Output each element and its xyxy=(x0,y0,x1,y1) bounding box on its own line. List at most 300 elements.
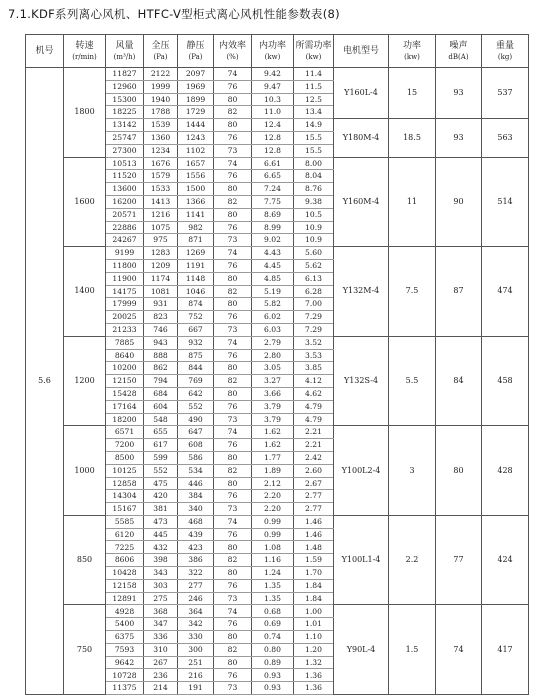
column-header-label: 机号 xyxy=(35,45,54,56)
data-cell: 76 xyxy=(214,490,252,503)
data-cell: 22886 xyxy=(106,221,144,234)
data-cell: 7225 xyxy=(106,541,144,554)
motor-model-cell: Y132M-4 xyxy=(334,247,389,337)
data-cell: 1500 xyxy=(178,183,214,196)
data-cell: 251 xyxy=(178,656,214,669)
data-cell: 931 xyxy=(144,298,178,311)
performance-table xyxy=(25,34,529,695)
data-cell: 12.8 xyxy=(252,144,294,157)
data-cell: 73 xyxy=(214,144,252,157)
data-cell: 12858 xyxy=(106,477,144,490)
speed-cell: 1200 xyxy=(64,336,106,426)
column-header-label: 风量 xyxy=(115,40,134,51)
column-header-unit: (m³/h) xyxy=(113,52,136,61)
data-cell: 439 xyxy=(178,528,214,541)
data-cell: 18225 xyxy=(106,106,144,119)
data-cell: 15.5 xyxy=(294,131,334,144)
data-cell: 12891 xyxy=(106,592,144,605)
data-cell: 4.79 xyxy=(294,413,334,426)
data-cell: 236 xyxy=(144,669,178,682)
data-cell: 14175 xyxy=(106,285,144,298)
column-header-label: 重量 xyxy=(495,40,514,51)
data-cell: 82 xyxy=(214,195,252,208)
column-header-unit: dB(A) xyxy=(448,52,469,61)
data-cell: 76 xyxy=(214,669,252,682)
data-cell: 13600 xyxy=(106,183,144,196)
data-cell: 1.62 xyxy=(252,439,294,452)
data-cell: 310 xyxy=(144,643,178,656)
data-cell: 5585 xyxy=(106,515,144,528)
data-cell: 15.5 xyxy=(294,144,334,157)
data-cell: 368 xyxy=(144,605,178,618)
motor-model-cell: Y160M-4 xyxy=(334,157,389,247)
speed-cell: 1800 xyxy=(64,68,106,158)
data-cell: 1788 xyxy=(144,106,178,119)
data-cell: 3.79 xyxy=(252,400,294,413)
data-cell: 13.4 xyxy=(294,106,334,119)
data-cell: 0.80 xyxy=(252,643,294,656)
data-cell: 7885 xyxy=(106,336,144,349)
data-cell: 7.24 xyxy=(252,183,294,196)
motor-power-cell: 5.5 xyxy=(389,336,436,426)
weight-cell: 563 xyxy=(482,119,529,157)
noise-cell: 90 xyxy=(436,157,482,247)
data-cell: 82 xyxy=(214,106,252,119)
data-cell: 74 xyxy=(214,336,252,349)
data-cell: 2.79 xyxy=(252,336,294,349)
data-cell: 2.20 xyxy=(252,490,294,503)
data-cell: 10513 xyxy=(106,157,144,170)
data-cell: 2.20 xyxy=(252,503,294,516)
data-cell: 340 xyxy=(178,503,214,516)
data-cell: 24267 xyxy=(106,234,144,247)
data-cell: 1413 xyxy=(144,195,178,208)
data-cell: 216 xyxy=(178,669,214,682)
column-header-unit: (kw) xyxy=(264,52,281,61)
data-cell: 10.9 xyxy=(294,234,334,247)
data-cell: 322 xyxy=(178,567,214,580)
data-cell: 6571 xyxy=(106,426,144,439)
data-cell: 875 xyxy=(178,349,214,362)
data-cell: 7.00 xyxy=(294,298,334,311)
data-cell: 473 xyxy=(144,515,178,528)
data-cell: 1.01 xyxy=(294,618,334,631)
data-cell: 10200 xyxy=(106,362,144,375)
data-cell: 8606 xyxy=(106,554,144,567)
column-header xyxy=(482,35,529,68)
data-cell: 6.03 xyxy=(252,323,294,336)
data-cell: 15300 xyxy=(106,93,144,106)
data-cell: 6375 xyxy=(106,631,144,644)
data-cell: 80 xyxy=(214,451,252,464)
data-cell: 1657 xyxy=(178,157,214,170)
column-header-unit: (%) xyxy=(226,52,239,61)
column-header-label: 功率 xyxy=(402,40,421,51)
data-cell: 1.35 xyxy=(252,579,294,592)
data-cell: 1.46 xyxy=(294,515,334,528)
data-cell: 1081 xyxy=(144,285,178,298)
data-cell: 3.66 xyxy=(252,387,294,400)
data-cell: 384 xyxy=(178,490,214,503)
motor-power-cell: 3 xyxy=(389,426,436,516)
data-cell: 82 xyxy=(214,375,252,388)
data-cell: 4928 xyxy=(106,605,144,618)
speed-cell: 1000 xyxy=(64,426,106,516)
data-cell: 4.45 xyxy=(252,259,294,272)
data-cell: 74 xyxy=(214,515,252,528)
noise-cell: 84 xyxy=(436,336,482,426)
data-cell: 0.93 xyxy=(252,669,294,682)
column-header-unit: (kw) xyxy=(305,52,322,61)
data-cell: 277 xyxy=(178,579,214,592)
data-cell: 7.29 xyxy=(294,323,334,336)
data-cell: 552 xyxy=(178,400,214,413)
data-cell: 14.9 xyxy=(294,119,334,132)
data-cell: 6.02 xyxy=(252,311,294,324)
data-cell: 11827 xyxy=(106,68,144,81)
data-cell: 871 xyxy=(178,234,214,247)
data-cell: 76 xyxy=(214,259,252,272)
motor-model-cell: Y132S-4 xyxy=(334,336,389,426)
data-cell: 888 xyxy=(144,349,178,362)
data-cell: 1.00 xyxy=(294,605,334,618)
data-cell: 7.75 xyxy=(252,195,294,208)
data-cell: 300 xyxy=(178,643,214,656)
data-cell: 1046 xyxy=(178,285,214,298)
column-header-label: 噪声 xyxy=(449,40,468,51)
data-cell: 1141 xyxy=(178,208,214,221)
weight-cell: 417 xyxy=(482,605,529,695)
speed-cell: 850 xyxy=(64,515,106,605)
data-cell: 4.62 xyxy=(294,387,334,400)
data-cell: 1.77 xyxy=(252,451,294,464)
column-header-label: 所需功率 xyxy=(295,40,332,51)
data-cell: 874 xyxy=(178,298,214,311)
column-header xyxy=(252,35,294,68)
data-cell: 10.9 xyxy=(294,221,334,234)
data-cell: 398 xyxy=(144,554,178,567)
motor-model-cell: Y100L1-4 xyxy=(334,515,389,605)
data-cell: 1.59 xyxy=(294,554,334,567)
data-cell: 2.60 xyxy=(294,464,334,477)
data-cell: 0.74 xyxy=(252,631,294,644)
data-cell: 73 xyxy=(214,413,252,426)
data-cell: 80 xyxy=(214,477,252,490)
data-cell: 12158 xyxy=(106,579,144,592)
data-cell: 1.70 xyxy=(294,567,334,580)
data-cell: 475 xyxy=(144,477,178,490)
data-cell: 21233 xyxy=(106,323,144,336)
data-cell: 844 xyxy=(178,362,214,375)
data-cell: 76 xyxy=(214,131,252,144)
data-cell: 3.27 xyxy=(252,375,294,388)
table-row xyxy=(26,426,529,439)
data-cell: 2.21 xyxy=(294,439,334,452)
data-cell: 342 xyxy=(178,618,214,631)
data-cell: 9.47 xyxy=(252,80,294,93)
column-header xyxy=(294,35,334,68)
data-cell: 1.84 xyxy=(294,592,334,605)
data-cell: 80 xyxy=(214,272,252,285)
data-cell: 5.60 xyxy=(294,247,334,260)
column-header xyxy=(106,35,144,68)
data-cell: 11900 xyxy=(106,272,144,285)
data-cell: 80 xyxy=(214,362,252,375)
data-cell: 10125 xyxy=(106,464,144,477)
data-cell: 943 xyxy=(144,336,178,349)
speed-cell: 1400 xyxy=(64,247,106,337)
data-cell: 82 xyxy=(214,285,252,298)
column-header xyxy=(334,35,389,68)
noise-cell: 93 xyxy=(436,68,482,119)
column-header-unit: (kg) xyxy=(497,52,513,61)
column-header-label: 全压 xyxy=(151,40,170,51)
data-cell: 10.5 xyxy=(294,208,334,221)
data-cell: 982 xyxy=(178,221,214,234)
data-cell: 534 xyxy=(178,464,214,477)
data-cell: 1243 xyxy=(178,131,214,144)
data-cell: 423 xyxy=(178,541,214,554)
data-cell: 6120 xyxy=(106,528,144,541)
data-cell: 336 xyxy=(144,631,178,644)
data-cell: 80 xyxy=(214,567,252,580)
machine-number-cell: 5.6 xyxy=(26,68,64,695)
table-row xyxy=(26,157,529,170)
weight-cell: 537 xyxy=(482,68,529,119)
data-cell: 2.67 xyxy=(294,477,334,490)
data-cell: 76 xyxy=(214,80,252,93)
data-cell: 1.46 xyxy=(294,528,334,541)
column-header-label: 电机型号 xyxy=(342,45,379,56)
motor-power-cell: 18.5 xyxy=(389,119,436,157)
data-cell: 1075 xyxy=(144,221,178,234)
data-cell: 25747 xyxy=(106,131,144,144)
data-cell: 2.77 xyxy=(294,503,334,516)
data-cell: 1360 xyxy=(144,131,178,144)
data-cell: 752 xyxy=(178,311,214,324)
data-cell: 381 xyxy=(144,503,178,516)
speed-cell: 1600 xyxy=(64,157,106,247)
data-cell: 1234 xyxy=(144,144,178,157)
data-cell: 76 xyxy=(214,170,252,183)
data-cell: 7200 xyxy=(106,439,144,452)
data-cell: 0.69 xyxy=(252,618,294,631)
data-cell: 1.16 xyxy=(252,554,294,567)
data-cell: 10428 xyxy=(106,567,144,580)
data-cell: 468 xyxy=(178,515,214,528)
data-cell: 11.4 xyxy=(294,68,334,81)
data-cell: 1.35 xyxy=(252,592,294,605)
column-header xyxy=(26,35,64,68)
data-cell: 8.04 xyxy=(294,170,334,183)
data-cell: 1539 xyxy=(144,119,178,132)
data-cell: 80 xyxy=(214,183,252,196)
data-cell: 76 xyxy=(214,528,252,541)
data-cell: 343 xyxy=(144,567,178,580)
column-header xyxy=(64,35,106,68)
data-cell: 82 xyxy=(214,643,252,656)
data-cell: 1.20 xyxy=(294,643,334,656)
data-cell: 0.68 xyxy=(252,605,294,618)
data-cell: 246 xyxy=(178,592,214,605)
data-cell: 1676 xyxy=(144,157,178,170)
data-cell: 8.69 xyxy=(252,208,294,221)
data-cell: 76 xyxy=(214,311,252,324)
data-cell: 73 xyxy=(214,323,252,336)
data-cell: 3.79 xyxy=(252,413,294,426)
column-header-unit: (r/min) xyxy=(72,52,97,61)
data-cell: 6.13 xyxy=(294,272,334,285)
data-cell: 76 xyxy=(214,439,252,452)
data-cell: 604 xyxy=(144,400,178,413)
data-cell: 5.62 xyxy=(294,259,334,272)
data-cell: 11800 xyxy=(106,259,144,272)
motor-model-cell: Y90L-4 xyxy=(334,605,389,695)
motor-power-cell: 2.2 xyxy=(389,515,436,605)
data-cell: 1556 xyxy=(178,170,214,183)
data-cell: 2.42 xyxy=(294,451,334,464)
data-cell: 6.61 xyxy=(252,157,294,170)
data-cell: 1729 xyxy=(178,106,214,119)
data-cell: 1.48 xyxy=(294,541,334,554)
data-cell: 769 xyxy=(178,375,214,388)
data-cell: 445 xyxy=(144,528,178,541)
data-cell: 5.82 xyxy=(252,298,294,311)
data-cell: 3.85 xyxy=(294,362,334,375)
data-cell: 586 xyxy=(178,451,214,464)
data-cell: 74 xyxy=(214,157,252,170)
motor-power-cell: 15 xyxy=(389,68,436,119)
data-cell: 12150 xyxy=(106,375,144,388)
column-header xyxy=(144,35,178,68)
table-row xyxy=(26,605,529,618)
data-cell: 1533 xyxy=(144,183,178,196)
data-cell: 6.28 xyxy=(294,285,334,298)
data-cell: 647 xyxy=(178,426,214,439)
data-cell: 3.52 xyxy=(294,336,334,349)
data-cell: 1969 xyxy=(178,80,214,93)
data-cell: 11.0 xyxy=(252,106,294,119)
data-cell: 11375 xyxy=(106,682,144,695)
table-row xyxy=(26,247,529,260)
data-cell: 11520 xyxy=(106,170,144,183)
data-cell: 18200 xyxy=(106,413,144,426)
data-cell: 5400 xyxy=(106,618,144,631)
motor-power-cell: 1.5 xyxy=(389,605,436,695)
motor-model-cell: Y180M-4 xyxy=(334,119,389,157)
weight-cell: 474 xyxy=(482,247,529,337)
data-cell: 8.99 xyxy=(252,221,294,234)
data-cell: 0.89 xyxy=(252,656,294,669)
data-cell: 10728 xyxy=(106,669,144,682)
data-cell: 80 xyxy=(214,93,252,106)
data-cell: 8640 xyxy=(106,349,144,362)
motor-power-cell: 7.5 xyxy=(389,247,436,337)
noise-cell: 77 xyxy=(436,515,482,605)
noise-cell: 93 xyxy=(436,119,482,157)
data-cell: 1366 xyxy=(178,195,214,208)
data-cell: 20025 xyxy=(106,311,144,324)
data-cell: 420 xyxy=(144,490,178,503)
data-cell: 76 xyxy=(214,221,252,234)
weight-cell: 424 xyxy=(482,515,529,605)
column-header-unit: (Pa) xyxy=(188,52,203,61)
motor-model-cell: Y160L-4 xyxy=(334,68,389,119)
data-cell: 15428 xyxy=(106,387,144,400)
data-cell: 1.10 xyxy=(294,631,334,644)
data-cell: 80 xyxy=(214,208,252,221)
data-cell: 1.62 xyxy=(252,426,294,439)
data-cell: 82 xyxy=(214,554,252,567)
data-cell: 1940 xyxy=(144,93,178,106)
data-cell: 80 xyxy=(214,656,252,669)
data-cell: 80 xyxy=(214,541,252,554)
table-body xyxy=(26,68,529,695)
header-row xyxy=(26,35,529,68)
data-cell: 74 xyxy=(214,247,252,260)
data-cell: 73 xyxy=(214,682,252,695)
data-cell: 80 xyxy=(214,298,252,311)
data-cell: 4.79 xyxy=(294,400,334,413)
column-header-label: 内效率 xyxy=(218,40,246,51)
data-cell: 9.02 xyxy=(252,234,294,247)
data-cell: 823 xyxy=(144,311,178,324)
data-cell: 1899 xyxy=(178,93,214,106)
noise-cell: 74 xyxy=(436,605,482,695)
data-cell: 82 xyxy=(214,464,252,477)
data-cell: 1283 xyxy=(144,247,178,260)
data-cell: 7.29 xyxy=(294,311,334,324)
data-cell: 330 xyxy=(178,631,214,644)
data-cell: 3.53 xyxy=(294,349,334,362)
data-cell: 4.85 xyxy=(252,272,294,285)
data-cell: 1579 xyxy=(144,170,178,183)
data-cell: 9642 xyxy=(106,656,144,669)
noise-cell: 80 xyxy=(436,426,482,516)
speed-cell: 750 xyxy=(64,605,106,695)
data-cell: 8500 xyxy=(106,451,144,464)
weight-cell: 428 xyxy=(482,426,529,516)
motor-model-cell: Y100L2-4 xyxy=(334,426,389,516)
data-cell: 642 xyxy=(178,387,214,400)
data-cell: 932 xyxy=(178,336,214,349)
data-cell: 1209 xyxy=(144,259,178,272)
data-cell: 1444 xyxy=(178,119,214,132)
data-cell: 76 xyxy=(214,579,252,592)
data-cell: 3.05 xyxy=(252,362,294,375)
data-cell: 746 xyxy=(144,323,178,336)
data-cell: 1.32 xyxy=(294,656,334,669)
column-header xyxy=(178,35,214,68)
data-cell: 1.84 xyxy=(294,579,334,592)
data-cell: 74 xyxy=(214,426,252,439)
column-header xyxy=(389,35,436,68)
data-cell: 975 xyxy=(144,234,178,247)
data-cell: 73 xyxy=(214,234,252,247)
data-cell: 2.77 xyxy=(294,490,334,503)
data-cell: 16200 xyxy=(106,195,144,208)
data-cell: 12.5 xyxy=(294,93,334,106)
data-cell: 15167 xyxy=(106,503,144,516)
data-cell: 386 xyxy=(178,554,214,567)
data-cell: 7593 xyxy=(106,643,144,656)
table-row xyxy=(26,68,529,81)
column-header-label: 内功率 xyxy=(258,40,286,51)
data-cell: 432 xyxy=(144,541,178,554)
data-cell: 10.3 xyxy=(252,93,294,106)
data-cell: 2.80 xyxy=(252,349,294,362)
data-cell: 608 xyxy=(178,439,214,452)
